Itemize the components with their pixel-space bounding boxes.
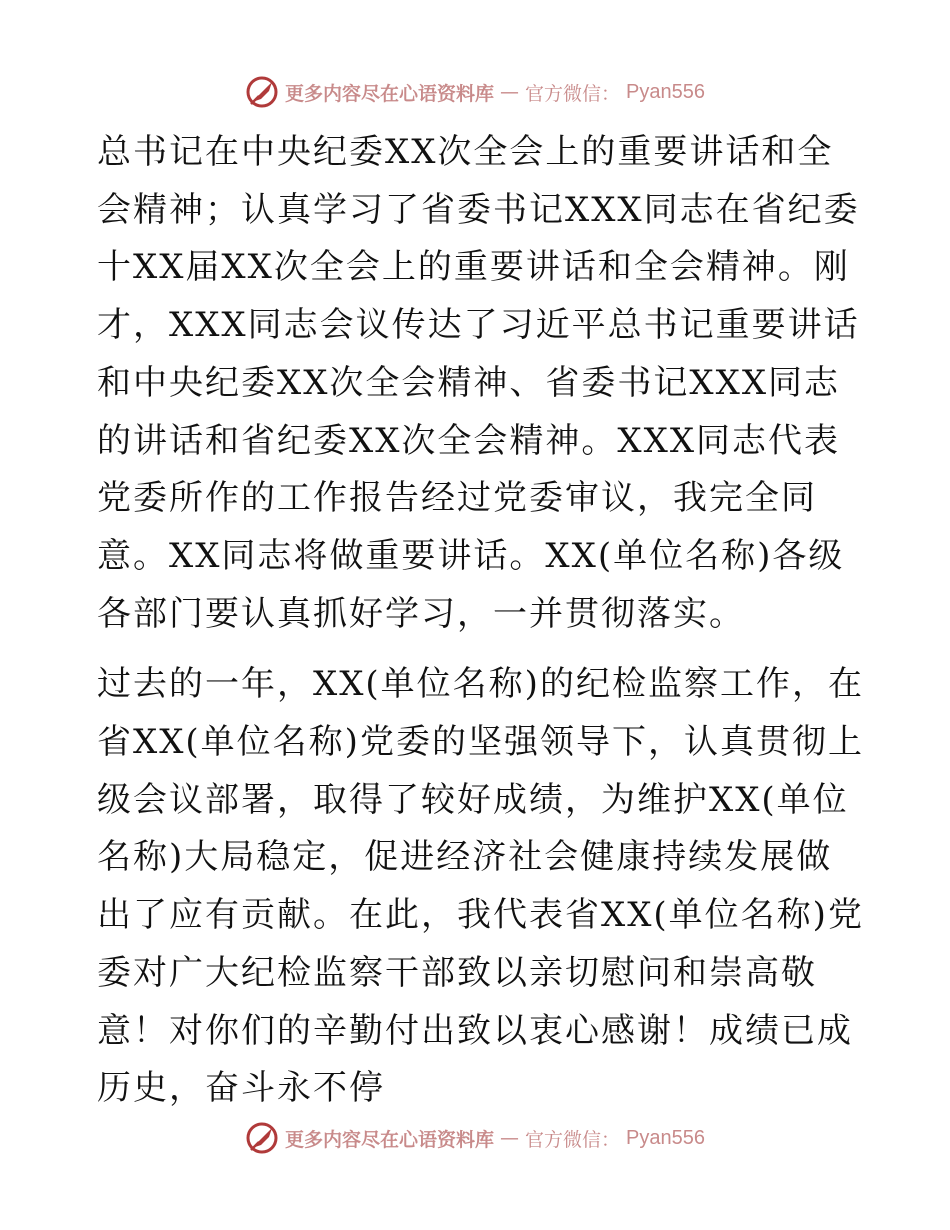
banner-dash: — <box>500 1127 520 1149</box>
quill-logo-icon <box>245 75 279 109</box>
banner-main-text: 更多内容尽在心语资料库 <box>285 1128 495 1151</box>
header-watermark-banner <box>0 72 950 112</box>
banner-main-text: 更多内容尽在心语资料库 <box>285 82 495 105</box>
quill-logo-icon <box>245 1121 279 1155</box>
paragraph-1: 总书记在中央纪委XX次全会上的重要讲话和全会精神；认真学习了省委书记XXX同志在省纪委十XX届XX次全会上的重要讲话和全会精神。刚才，XXX同志会议传达了习近平总书记重要讲话和中央纪委XX次全会精神、省委书记XXX同志的讲话和省纪委XX次全会精神。XXX同志代表党委所作的工作报告经过党委审议，我完全同意。XX同志将做重要讲话。XX(单位名称)各级各部门要认真抓好学习，一并贯彻落实。 <box>97 132 860 634</box>
paragraph-2: 过去的一年，XX(单位名称)的纪检监察工作，在省XX(单位名称)党委的坚强领导下，认真贯彻上级会议部署，取得了较好成绩，为维护XX(单位名称)大局稳定，促进经济社会健康持续发展做出了应有贡献。在此，我代表省XX(单位名称)党委对广大纪检监察干部致以亲切慰问和崇高敬意！对你们的辛勤付出致以衷心感谢！成绩已成历史，奋斗永不停 <box>97 664 864 1109</box>
banner-dash: — <box>500 81 520 103</box>
banner-contact-id: Pyan556 <box>626 1126 705 1149</box>
footer-watermark-banner <box>0 1118 950 1158</box>
document-body <box>97 124 867 1118</box>
banner-contact-label: 官方微信： <box>525 1128 621 1151</box>
banner-contact-id: Pyan556 <box>626 80 705 103</box>
banner-contact-label: 官方微信： <box>525 82 621 105</box>
